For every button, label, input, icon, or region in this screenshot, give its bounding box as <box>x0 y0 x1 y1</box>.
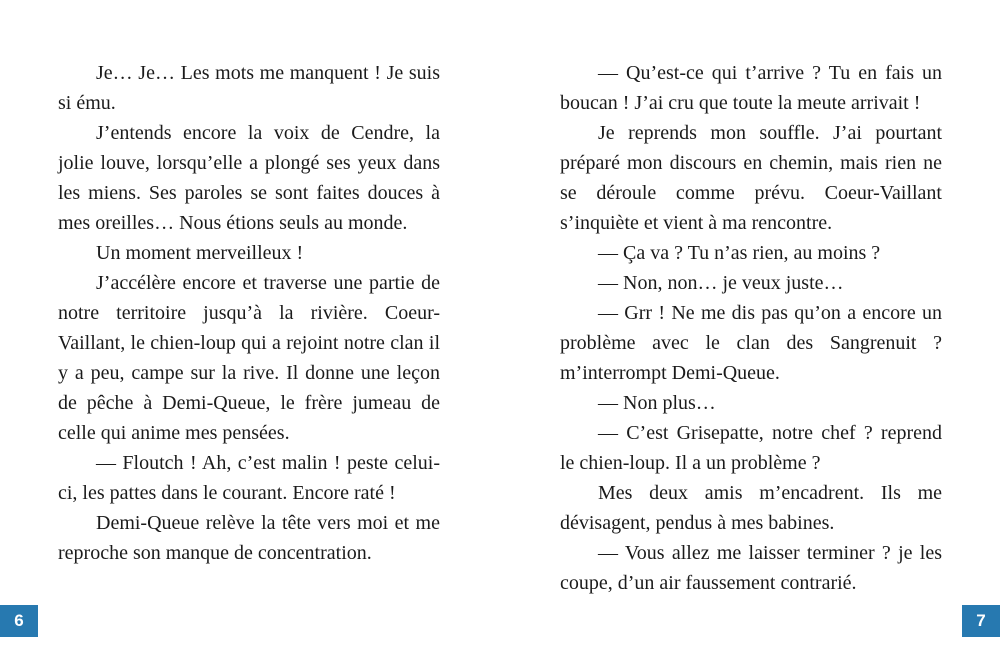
page-number-tab-left <box>0 605 38 637</box>
paragraph: J’accélère encore et traverse une partie de notre territoire jusqu’à la rivière. Coeur-Vaillant, le chien-loup qui a rejoint notre clan il y a peu, campe sur la rive. Il donne une leçon de pêche à Demi-Queue, le frère jumeau de celle qui anime mes pensées. <box>58 272 440 444</box>
paragraph: — C’est Grisepatte, notre chef ? reprend le chien-loup. Il a un problème ? <box>560 422 942 474</box>
paragraph: — Non plus… <box>598 392 716 414</box>
page-right-text <box>560 58 942 598</box>
paragraph: Je… Je… Les mots me manquent ! Je suis si ému. <box>58 62 440 114</box>
paragraph: — Qu’est-ce qui t’arrive ? Tu en fais un boucan ! J’ai cru que toute la meute arrivait ! <box>560 62 942 114</box>
paragraph: — Grr ! Ne me dis pas qu’on a encore un problème avec le clan des Sangrenuit ? m’interrompt Demi-Queue. <box>560 302 942 384</box>
paragraph: — Ça va ? Tu n’as rien, au moins ? <box>598 242 881 264</box>
page-left-text <box>58 58 440 568</box>
paragraph: — Floutch ! Ah, c’est malin ! peste celui-ci, les pattes dans le courant. Encore raté ! <box>58 452 440 504</box>
paragraph: J’entends encore la voix de Cendre, la jolie louve, lorsqu’elle a plongé ses yeux dans les miens. Ses paroles se sont faites douces à mes oreilles… Nous étions seuls au monde. <box>58 122 440 234</box>
page-number-tab-right <box>962 605 1000 637</box>
paragraph: Un moment merveilleux ! <box>96 242 304 264</box>
page-number-right: 7 <box>976 611 986 630</box>
paragraph: Mes deux amis m’encadrent. Ils me dévisagent, pendus à mes babines. <box>560 482 942 534</box>
page-number-left: 6 <box>14 611 24 630</box>
paragraph: — Non, non… je veux juste… <box>598 272 844 294</box>
paragraph: Demi-Queue relève la tête vers moi et me reproche son manque de concentration. <box>58 512 440 564</box>
paragraph: Je reprends mon souffle. J’ai pourtant préparé mon discours en chemin, mais rien ne se déroule comme prévu. Coeur-Vaillant s’inquiète et vient à ma rencontre. <box>560 122 942 234</box>
paragraph: — Vous allez me laisser terminer ? je les coupe, d’un air faussement contrarié. <box>560 542 942 594</box>
